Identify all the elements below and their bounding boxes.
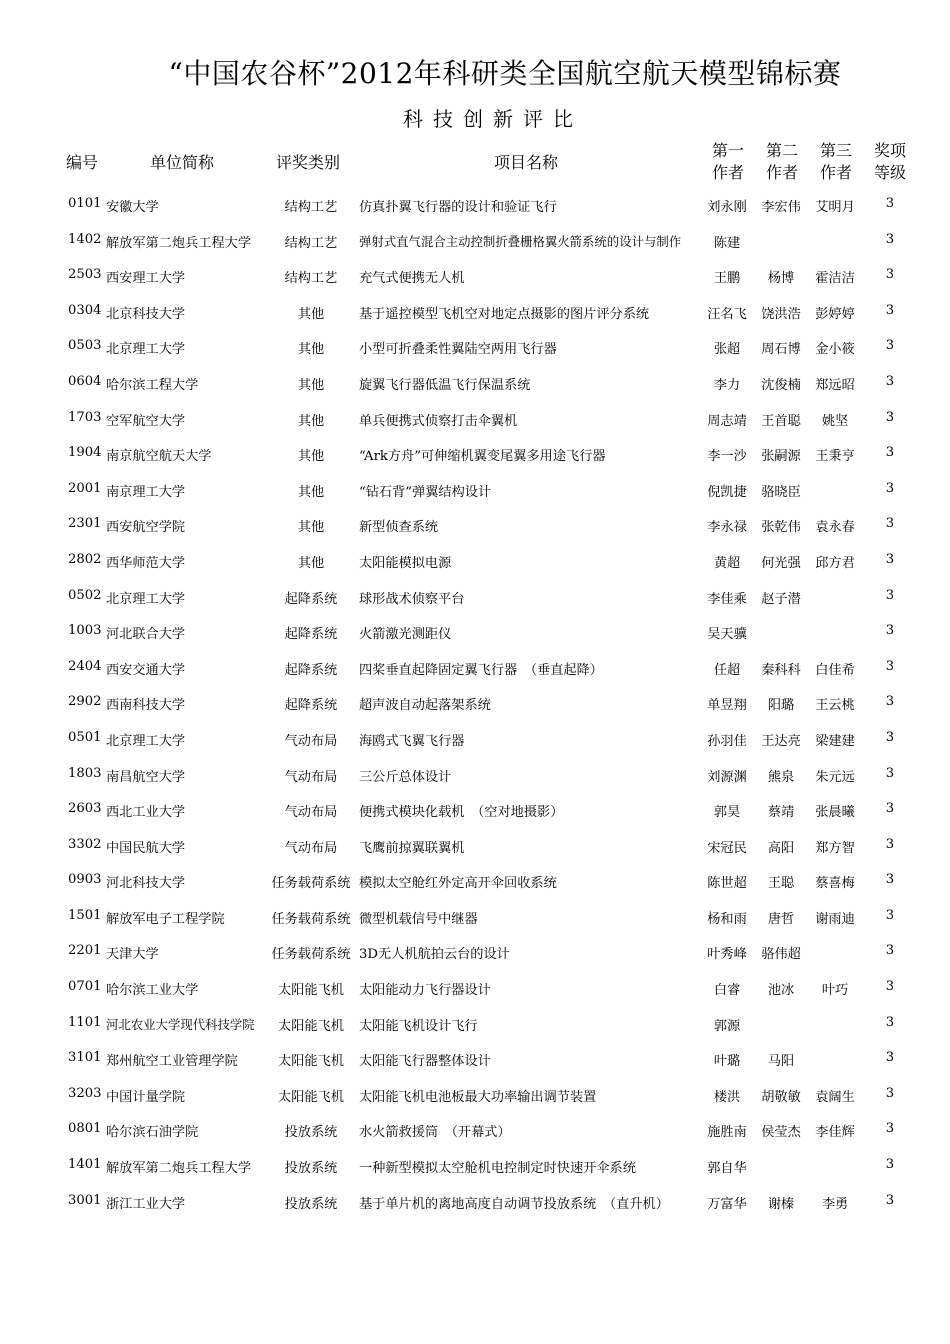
cell-author1: 周志靖	[707, 413, 747, 429]
cell-unit: 西南科技大学	[106, 698, 186, 714]
cell-project: 海鸥式飞翼飞行器	[359, 733, 465, 749]
cell-category: 起降系统	[284, 698, 338, 714]
cell-unit: 中国计量学院	[106, 1089, 186, 1105]
cell-project: 基于单片机的离地高度自动调节投放系统 （直升机）	[359, 1196, 669, 1212]
cell-category: 其他	[297, 413, 325, 429]
cell-author3: 梁建建	[815, 733, 855, 749]
cell-author3: 李佳辉	[815, 1125, 855, 1141]
cell-category: 气动布局	[284, 805, 338, 821]
cell-code: 3302	[68, 836, 102, 852]
cell-project: “Ark方舟”可伸缩机翼变尾翼多用途飞行器	[359, 449, 606, 465]
cell-author2: 骆伟超	[761, 947, 801, 963]
cell-level: 3	[885, 1157, 895, 1173]
cell-level: 3	[885, 872, 895, 888]
table-row	[0, 933, 950, 969]
cell-author1: 倪凯捷	[707, 484, 747, 500]
cell-author1: 李力	[713, 377, 741, 393]
cell-project: 水火箭救援筒 （开幕式）	[359, 1125, 511, 1141]
cell-unit: 解放军电子工程学院	[106, 911, 225, 927]
cell-category: 投放系统	[284, 1125, 338, 1141]
cell-code: 3001	[68, 1192, 102, 1208]
cell-author2: 王达亮	[761, 733, 801, 749]
cell-code: 0304	[68, 302, 102, 318]
cell-project: 太阳能飞行器整体设计	[359, 1054, 491, 1070]
table-row	[0, 186, 950, 222]
cell-author2: 王首聪	[761, 413, 801, 429]
cell-unit: 河北联合大学	[106, 627, 186, 643]
cell-unit: 河北农业大学现代科技学院	[106, 1016, 255, 1032]
cell-project: 小型可折叠柔性翼陆空两用飞行器	[359, 342, 557, 358]
cell-unit: 西北工业大学	[106, 805, 186, 821]
cell-project: 便携式模块化载机 （空对地摄影）	[359, 805, 564, 821]
cell-author2: 杨博	[767, 271, 795, 287]
cell-code: 2902	[68, 694, 102, 710]
cell-level: 3	[885, 836, 895, 852]
cell-author1: 楼洪	[713, 1089, 741, 1105]
header-author2-line2: 作者	[765, 163, 798, 182]
cell-project: 太阳能飞机设计飞行	[359, 1018, 478, 1034]
cell-level: 3	[885, 231, 895, 247]
table-row	[0, 293, 950, 329]
table-row	[0, 257, 950, 293]
cell-unit: 哈尔滨石油学院	[106, 1125, 199, 1141]
cell-unit: 南京航空航天大学	[106, 449, 212, 465]
page-title: “中国农谷杯”2012年科研类全国航空航天模型锦标赛	[168, 57, 842, 90]
cell-category: 结构工艺	[284, 271, 338, 287]
cell-author2: 王聪	[767, 876, 795, 892]
cell-author3: 艾明月	[815, 200, 855, 215]
cell-category: 其他	[297, 520, 325, 536]
cell-category: 气动布局	[284, 840, 338, 856]
cell-author2: 高阳	[767, 840, 795, 856]
cell-project: 模拟太空舱红外定高开伞回收系统	[359, 876, 557, 892]
cell-category: 其他	[297, 555, 325, 571]
cell-category: 其他	[297, 449, 325, 465]
cell-level: 3	[885, 338, 895, 354]
table-row	[0, 542, 950, 578]
cell-level: 3	[885, 694, 895, 710]
cell-unit: 中国民航大学	[106, 840, 186, 856]
cell-author1: 杨和雨	[707, 911, 747, 927]
cell-unit: 西安交通大学	[106, 662, 186, 678]
cell-level: 3	[885, 551, 895, 567]
cell-project: 旋翼飞行器低温飞行保温系统	[359, 377, 531, 393]
cell-code: 0101	[68, 196, 102, 211]
cell-code: 1003	[68, 623, 102, 639]
cell-category: 投放系统	[284, 1161, 338, 1177]
cell-level: 3	[885, 196, 895, 211]
header-author1-line2: 作者	[711, 163, 744, 182]
table-row	[0, 222, 950, 258]
table-row	[0, 1040, 950, 1076]
cell-level: 3	[885, 979, 895, 995]
cell-author2: 周石博	[761, 342, 801, 358]
table-row	[0, 1147, 950, 1183]
cell-level: 3	[885, 1192, 895, 1208]
cell-author3: 郑远昭	[815, 377, 855, 393]
cell-author3: 蔡喜梅	[815, 876, 855, 892]
cell-category: 太阳能飞机	[278, 983, 344, 999]
cell-code: 1703	[68, 409, 102, 425]
cell-author3: 彭婷婷	[815, 306, 855, 322]
cell-code: 1401	[68, 1157, 102, 1173]
cell-category: 任务载荷系统	[271, 911, 351, 927]
cell-category: 太阳能飞机	[278, 1089, 344, 1105]
cell-author3: 袁永春	[815, 520, 855, 536]
cell-code: 2404	[68, 658, 102, 674]
header-author3	[816, 140, 856, 184]
table-row	[0, 649, 950, 685]
header-category: 评奖类别	[276, 153, 341, 172]
cell-category: 其他	[297, 306, 325, 322]
cell-author2: 饶洪浩	[761, 306, 801, 322]
cell-author3: 袁阔生	[815, 1089, 855, 1105]
cell-category: 太阳能飞机	[278, 1018, 344, 1034]
cell-unit: 解放军第二炮兵工程大学	[106, 1161, 252, 1177]
cell-project: 3D无人机航拍云台的设计	[359, 947, 510, 963]
cell-author1: 郭自华	[707, 1161, 747, 1177]
cell-unit: 西华师范大学	[106, 555, 186, 571]
cell-level: 3	[885, 623, 895, 639]
cell-code: 2301	[68, 516, 102, 532]
cell-project: 新型侦查系统	[359, 520, 439, 536]
cell-unit: 空军航空大学	[106, 413, 186, 429]
cell-project: 火箭激光测距仪	[359, 627, 452, 643]
table-header	[0, 140, 950, 186]
cell-category: 起降系统	[284, 662, 338, 678]
header-author1	[708, 140, 748, 184]
cell-project: 四桨垂直起降固定翼飞行器 （垂直起降）	[359, 662, 603, 678]
cell-author2: 张嗣源	[761, 449, 801, 465]
cell-level: 3	[885, 267, 895, 283]
cell-category: 结构工艺	[284, 200, 338, 215]
cell-unit: 西安航空学院	[106, 520, 186, 536]
cell-project: 基于遥控模型飞机空对地定点摄影的图片评分系统	[359, 306, 650, 322]
cell-author1: 任超	[713, 662, 741, 678]
cell-author3: 王秉亨	[815, 449, 855, 465]
cell-author2: 骆晓臣	[761, 484, 801, 500]
cell-project: 超声波自动起落架系统	[359, 698, 491, 714]
table-row	[0, 684, 950, 720]
cell-code: 0604	[68, 373, 102, 389]
cell-author1: 张超	[713, 342, 741, 358]
cell-author1: 施胜南	[707, 1125, 747, 1141]
cell-code: 2802	[68, 551, 102, 567]
table-row	[0, 969, 950, 1005]
table-row	[0, 862, 950, 898]
cell-code: 0801	[68, 1121, 102, 1137]
header-level-line1: 奖项	[873, 141, 906, 160]
cell-project: 太阳能飞机电池板最大功率输出调节装置	[359, 1089, 597, 1105]
table-row	[0, 1005, 950, 1041]
header-code: 编号	[66, 153, 99, 172]
cell-unit: 南京理工大学	[106, 484, 186, 500]
cell-category: 太阳能飞机	[278, 1054, 344, 1070]
cell-level: 3	[885, 1085, 895, 1101]
cell-author3: 霍洁洁	[815, 271, 855, 287]
cell-unit: 北京科技大学	[106, 306, 186, 322]
cell-project: “钻石背”弹翼结构设计	[359, 484, 492, 500]
cell-unit: 哈尔滨工业大学	[106, 983, 199, 999]
header-level-line2: 等级	[873, 163, 906, 182]
table-row	[0, 898, 950, 934]
cell-author2: 蔡靖	[767, 805, 795, 821]
table-row	[0, 1183, 950, 1219]
cell-code: 1402	[68, 231, 102, 247]
table-row	[0, 578, 950, 614]
cell-unit: 西安理工大学	[106, 271, 186, 287]
cell-author3: 邱方君	[815, 555, 855, 571]
header-unit: 单位简称	[150, 153, 215, 172]
table-row	[0, 435, 950, 471]
cell-author2: 秦科科	[761, 662, 801, 678]
cell-code: 2201	[68, 943, 102, 959]
cell-code: 0503	[68, 338, 102, 354]
header-author2-line1: 第二	[765, 141, 798, 160]
cell-project: 微型机载信号中继器	[359, 911, 478, 927]
cell-author3: 白佳希	[815, 662, 855, 678]
cell-level: 3	[885, 587, 895, 603]
cell-unit: 北京理工大学	[106, 591, 186, 607]
cell-code: 1803	[68, 765, 102, 781]
cell-project: 单兵便携式侦察打击伞翼机	[359, 413, 518, 429]
cell-author1: 叶秀峰	[707, 947, 747, 963]
cell-unit: 北京理工大学	[106, 733, 186, 749]
cell-level: 3	[885, 907, 895, 923]
cell-level: 3	[885, 765, 895, 781]
award-table	[0, 186, 950, 1218]
cell-level: 3	[885, 409, 895, 425]
cell-author1: 刘源渊	[707, 769, 747, 785]
cell-level: 3	[885, 480, 895, 496]
cell-author3: 朱元远	[815, 769, 855, 785]
cell-author2: 何光强	[761, 555, 801, 571]
table-row	[0, 827, 950, 863]
header-author3-line1: 第三	[819, 141, 852, 160]
cell-level: 3	[885, 1050, 895, 1066]
cell-level: 3	[885, 302, 895, 318]
cell-author2: 阳璐	[767, 698, 795, 714]
cell-level: 3	[885, 1121, 895, 1137]
cell-category: 气动布局	[284, 769, 338, 785]
cell-author1: 叶璐	[713, 1054, 741, 1070]
cell-category: 投放系统	[284, 1196, 338, 1212]
cell-author1: 王鹏	[713, 271, 741, 287]
header-author1-line1: 第一	[711, 141, 744, 160]
cell-author1: 万富华	[707, 1196, 747, 1212]
cell-author3: 谢雨迪	[815, 911, 855, 927]
header-project: 项目名称	[494, 153, 559, 172]
cell-author3: 张晨曦	[815, 805, 855, 821]
cell-code: 2603	[68, 801, 102, 817]
cell-author1: 孙羽佳	[707, 733, 747, 749]
cell-author1: 单昱翔	[707, 698, 747, 714]
cell-project: 弹射式直气混合主动控制折叠栅格翼火箭系统的设计与制作	[359, 233, 682, 249]
cell-level: 3	[885, 658, 895, 674]
cell-author3: 金小筱	[815, 342, 855, 358]
cell-project: 一种新型模拟太空舱机电控制定时快速开伞系统	[359, 1161, 636, 1177]
cell-author1: 郭昊	[713, 805, 741, 821]
cell-unit: 安徽大学	[106, 200, 159, 215]
header-author3-line2: 作者	[819, 163, 852, 182]
cell-project: 太阳能模拟电源	[359, 555, 452, 571]
cell-author1: 郭源	[713, 1018, 741, 1034]
cell-project: 充气式便携无人机	[359, 271, 465, 287]
cell-author2: 赵子潜	[761, 591, 801, 607]
cell-unit: 浙江工业大学	[106, 1196, 186, 1212]
table-row	[0, 471, 950, 507]
cell-code: 0903	[68, 872, 102, 888]
cell-unit: 哈尔滨工程大学	[106, 377, 199, 393]
cell-author1: 白睿	[713, 983, 741, 999]
cell-code: 0701	[68, 979, 102, 995]
cell-author2: 张乾伟	[761, 520, 801, 536]
cell-level: 3	[885, 943, 895, 959]
cell-project: 飞鹰前掠翼联翼机	[359, 840, 465, 856]
cell-author2: 熊泉	[767, 769, 795, 785]
cell-category: 结构工艺	[284, 235, 338, 251]
cell-level: 3	[885, 1014, 895, 1030]
cell-project: 球形战术侦察平台	[359, 591, 465, 607]
cell-code: 2503	[68, 267, 102, 283]
cell-author2: 池冰	[767, 983, 795, 999]
cell-unit: 北京理工大学	[106, 342, 186, 358]
cell-author1: 黄超	[713, 555, 741, 571]
cell-author1: 陈世超	[707, 876, 747, 892]
table-row	[0, 328, 950, 364]
cell-level: 3	[885, 445, 895, 461]
table-row	[0, 756, 950, 792]
cell-code: 0501	[68, 729, 102, 745]
cell-code: 2001	[68, 480, 102, 496]
cell-code: 3101	[68, 1050, 102, 1066]
cell-unit: 解放军第二炮兵工程大学	[106, 235, 252, 251]
cell-author3: 叶巧	[821, 983, 849, 999]
cell-author2: 沈俊楠	[761, 377, 801, 393]
cell-code: 3203	[68, 1085, 102, 1101]
table-row	[0, 613, 950, 649]
cell-author3: 李勇	[821, 1196, 849, 1212]
table-row	[0, 1111, 950, 1147]
cell-code: 1904	[68, 445, 102, 461]
cell-category: 其他	[297, 484, 325, 500]
cell-author1: 宋冠民	[707, 840, 747, 856]
cell-code: 1501	[68, 907, 102, 923]
table-row	[0, 400, 950, 436]
page-subtitle: 科技创新评比	[403, 107, 583, 131]
cell-category: 起降系统	[284, 591, 338, 607]
cell-category: 任务载荷系统	[271, 876, 351, 892]
cell-author1: 李一沙	[707, 449, 747, 465]
cell-category: 气动布局	[284, 733, 338, 749]
cell-code: 1101	[68, 1014, 102, 1030]
cell-category: 其他	[297, 342, 325, 358]
table-row	[0, 506, 950, 542]
cell-author2: 谢榛	[767, 1196, 795, 1212]
table-row	[0, 364, 950, 400]
header-level	[870, 140, 910, 184]
table-row	[0, 1076, 950, 1112]
cell-author2: 胡敬敏	[761, 1089, 801, 1105]
cell-project: 仿真扑翼飞行器的设计和验证飞行	[359, 200, 557, 215]
cell-author1: 李佳乘	[707, 591, 747, 607]
table-row	[0, 791, 950, 827]
cell-category: 其他	[297, 377, 325, 393]
cell-author2: 侯莹杰	[761, 1125, 801, 1141]
cell-author3: 王云桃	[815, 698, 855, 714]
cell-category: 起降系统	[284, 627, 338, 643]
cell-author2: 李宏伟	[761, 200, 801, 215]
cell-unit: 天津大学	[106, 947, 159, 963]
table-row	[0, 720, 950, 756]
cell-category: 任务载荷系统	[271, 947, 351, 963]
cell-level: 3	[885, 729, 895, 745]
cell-level: 3	[885, 801, 895, 817]
cell-unit: 郑州航空工业管理学院	[106, 1054, 238, 1070]
cell-author2: 马阳	[767, 1054, 795, 1070]
cell-code: 0502	[68, 587, 102, 603]
cell-level: 3	[885, 373, 895, 389]
cell-level: 3	[885, 516, 895, 532]
cell-project: 三公斤总体设计	[359, 769, 452, 785]
cell-author1: 刘永刚	[707, 200, 747, 215]
cell-author1: 陈建	[713, 235, 741, 251]
cell-unit: 南昌航空大学	[106, 769, 186, 785]
cell-project: 太阳能动力飞行器设计	[359, 983, 491, 999]
cell-author1: 汪名飞	[707, 306, 747, 322]
cell-author3: 姚坚	[821, 413, 849, 429]
header-author2	[762, 140, 802, 184]
cell-author2: 唐哲	[767, 911, 795, 927]
cell-author1: 李永禄	[707, 520, 747, 536]
cell-author1: 吴天骥	[707, 627, 747, 643]
cell-author3: 郑方智	[815, 840, 855, 856]
cell-unit: 河北科技大学	[106, 876, 186, 892]
